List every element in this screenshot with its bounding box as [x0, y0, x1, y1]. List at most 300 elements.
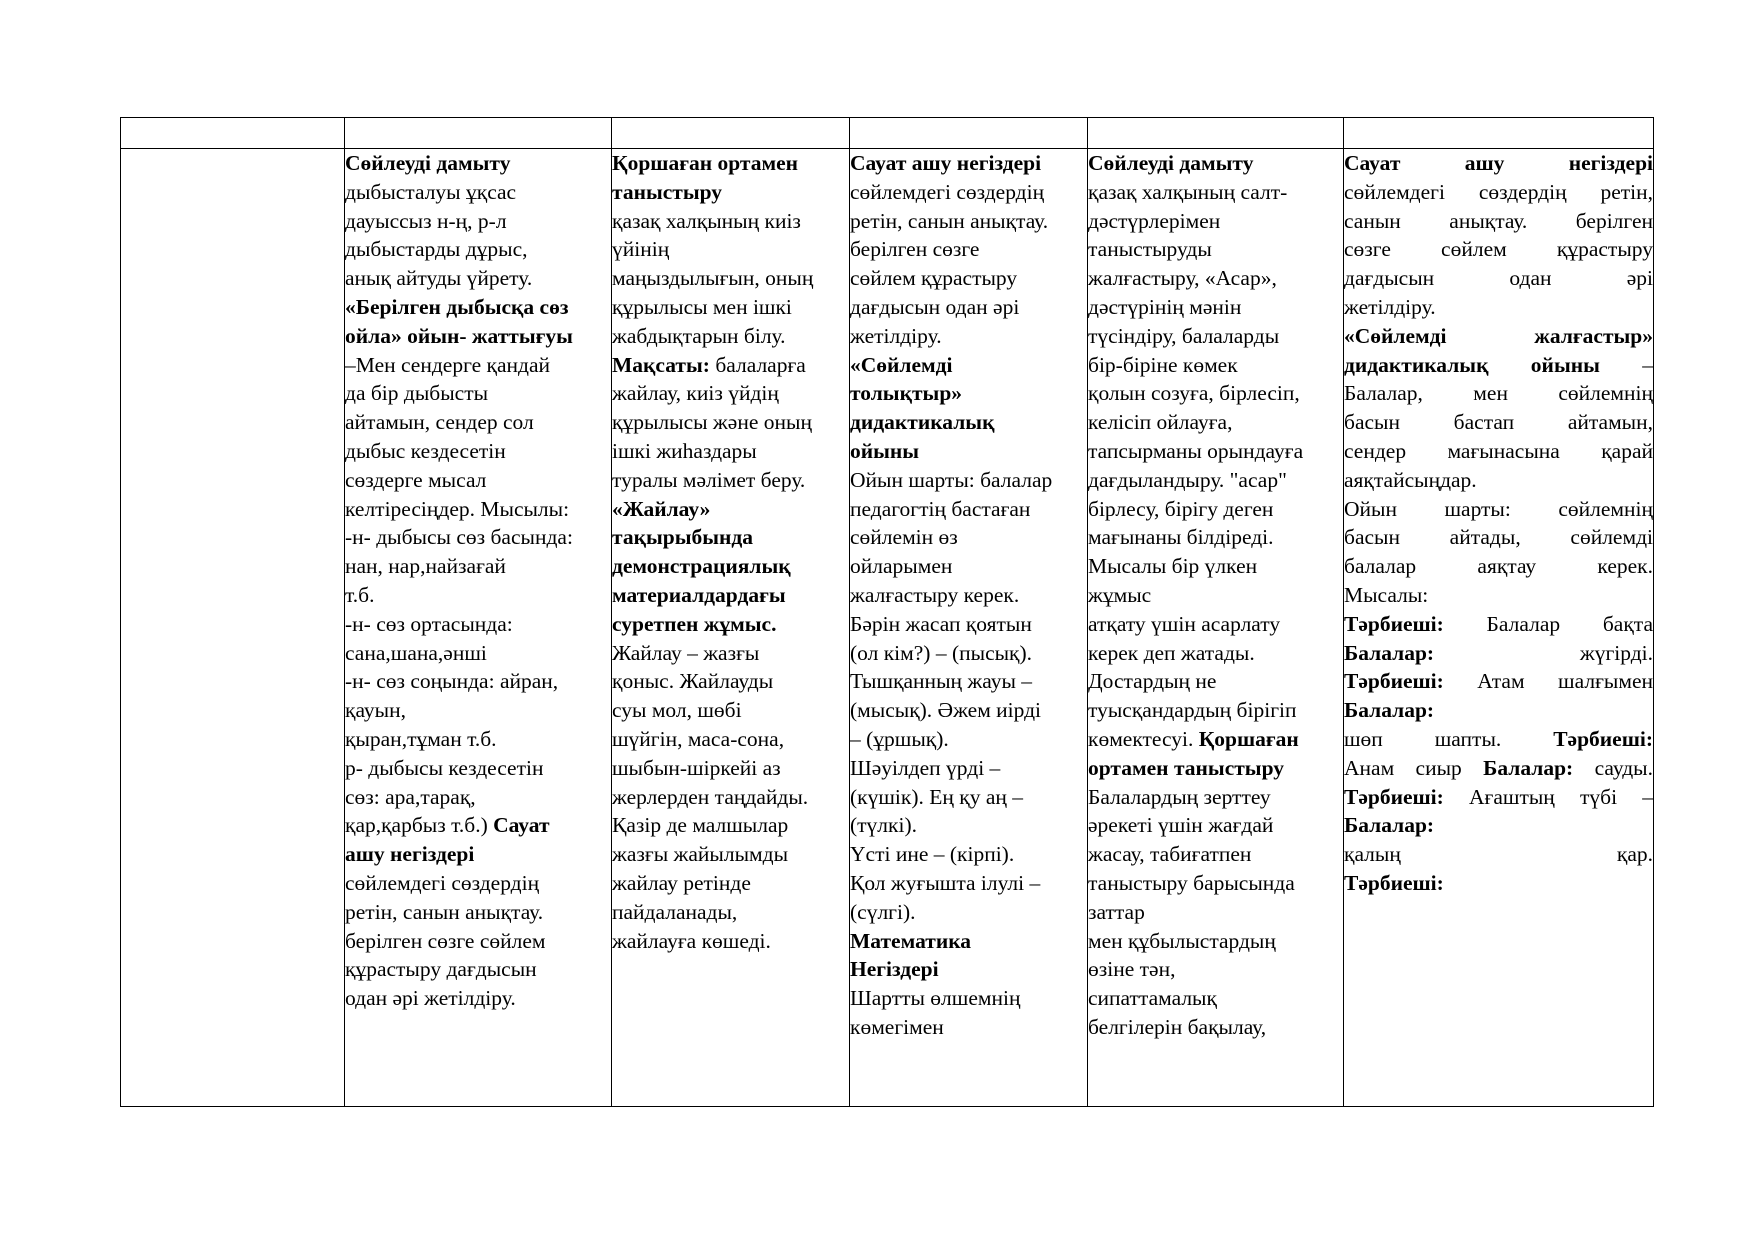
bold-text-run: демонстрациялық [612, 554, 791, 579]
text-run: мағынаны білдіреді. [1088, 525, 1274, 550]
text-line [1344, 207, 1653, 236]
text-run: келтіресіңдер. Мысылы: [345, 496, 570, 521]
bold-text-run: Математика [850, 928, 972, 953]
text-run: берілген сөзге [850, 237, 980, 262]
text-run: жалғастыру, «Асар», [1088, 266, 1277, 291]
text-line [612, 235, 849, 264]
text-line [850, 898, 1087, 927]
text-run: дауыссыз н-ң, р-л [345, 208, 507, 233]
text-line [850, 725, 1087, 754]
text-line [1344, 840, 1653, 869]
text-line [850, 955, 1087, 984]
text-line [612, 581, 849, 610]
text-run: қолын созуға, бірлесіп, [1088, 381, 1300, 406]
text-line [612, 639, 849, 668]
text-line [345, 754, 611, 783]
text-run: сауды. [1573, 755, 1653, 780]
text-run: басын айтады, сөйлемді [1344, 525, 1653, 550]
bold-text-run: суретпен жұмыс. [612, 611, 777, 636]
bold-text-run: Қоршаған ортамен [612, 151, 799, 175]
text-run: суы мол, шөбі [612, 698, 742, 723]
text-line [1344, 696, 1653, 725]
text-line [850, 207, 1087, 236]
text-line [1344, 466, 1653, 495]
text-line [1088, 581, 1343, 610]
text-run: ойларымен [850, 554, 953, 579]
bold-text-run: дидактикалық ойыны [1344, 352, 1600, 377]
text-run: қазақ халқының киіз [612, 208, 801, 233]
text-run: атқату үшін асарлату [1088, 611, 1281, 636]
text-line [1344, 178, 1653, 207]
text-run: ретін, санын анықтау. [345, 899, 544, 924]
text-line [345, 379, 611, 408]
text-line [612, 754, 849, 783]
text-run: (сүлгі). [850, 899, 916, 924]
text-line [850, 811, 1087, 840]
text-line [345, 811, 611, 840]
text-run: Шәуілдеп үрді – [850, 755, 1001, 780]
text-run: қар,қарбыз т.б.) [345, 813, 494, 838]
text-line [1088, 351, 1343, 380]
text-line [612, 322, 849, 351]
text-line [850, 639, 1087, 668]
text-line [345, 667, 611, 696]
bold-text-run: Балалар: [1344, 640, 1435, 665]
text-line [850, 754, 1087, 783]
bold-text-run: дидактикалық [850, 410, 995, 435]
text-run: – [1599, 352, 1653, 377]
bold-text-run: Балалар: [1344, 698, 1435, 723]
text-run: белгілерін бақылау, [1088, 1014, 1267, 1039]
text-line [1088, 667, 1343, 696]
header-cell-2 [612, 118, 850, 149]
text-line [850, 783, 1087, 812]
text-line [1344, 754, 1653, 783]
header-cell-3 [850, 118, 1088, 149]
text-line [1088, 322, 1343, 351]
bold-text-run: Тәрбиеші: [1344, 669, 1444, 694]
text-run: дәстүрлерімен [1088, 208, 1221, 233]
text-line [1344, 783, 1653, 812]
text-run: қауын, [345, 698, 406, 723]
text-line [612, 293, 849, 322]
text-line [612, 495, 849, 524]
text-run: керек деп жатады. [1088, 640, 1255, 665]
bold-text-run: «Жайлау» [612, 496, 711, 521]
environment-cell [612, 149, 850, 1107]
text-run: құрылысы мен ішкі [612, 294, 792, 319]
text-line [1344, 351, 1653, 380]
text-line [1088, 898, 1343, 927]
speech-development-traditions-cell [1088, 149, 1344, 1107]
text-run: жетілдіру. [1344, 294, 1436, 319]
text-run: жетілдіру. [850, 323, 942, 348]
text-run: дәстүрінің мәнін [1088, 294, 1242, 319]
text-line [345, 264, 611, 293]
text-run: таныстыру барысында [1088, 870, 1295, 895]
text-run: сөйлемдегі сөздердің ретін, [1344, 179, 1653, 204]
text-line [850, 984, 1087, 1013]
text-line [850, 610, 1087, 639]
text-run: дағдысын одан әрі [1344, 266, 1653, 291]
text-line [1088, 207, 1343, 236]
text-line [612, 840, 849, 869]
bold-text-run: Сөйлеуді дамыту [1088, 151, 1254, 175]
text-line [345, 552, 611, 581]
bold-text-run: Негіздері [850, 957, 939, 982]
text-run: сөздерге мысал [345, 467, 487, 492]
text-line [345, 293, 611, 322]
text-line [1344, 811, 1653, 840]
text-line [1088, 178, 1343, 207]
text-run: Мысалы: [1344, 582, 1429, 607]
text-line [1344, 235, 1653, 264]
text-run: Бәрін жасап қоятын [850, 611, 1032, 636]
text-line [850, 869, 1087, 898]
text-run: Мысалы бір үлкен [1088, 554, 1258, 579]
text-line [345, 495, 611, 524]
text-line [1088, 696, 1343, 725]
bold-text-run: ойыны [850, 438, 920, 463]
text-run: педагогтің бастаған [850, 496, 1031, 521]
bold-text-run: Тәрбиеші: [1553, 726, 1653, 751]
header-cell-4 [1088, 118, 1344, 149]
text-line [612, 898, 849, 927]
text-line [612, 408, 849, 437]
text-run: туралы мәлімет беру. [612, 467, 806, 492]
text-run: сөйлемдегі сөздердің [850, 179, 1045, 204]
text-line [345, 869, 611, 898]
text-line [1344, 495, 1653, 524]
text-run: Ойын шарты: балалар [850, 467, 1053, 492]
text-run: аяқтайсыңдар. [1344, 467, 1477, 492]
text-line [612, 437, 849, 466]
text-run: қоныс. Жайлауды [612, 669, 774, 694]
text-line [612, 264, 849, 293]
lesson-plan-table [120, 117, 1654, 1107]
text-line [1088, 495, 1343, 524]
text-line [345, 639, 611, 668]
bold-text-run: ашу негіздері [345, 842, 475, 867]
text-line [850, 178, 1087, 207]
text-line [1088, 437, 1343, 466]
text-run: одан әрі жетілдіру. [345, 986, 516, 1011]
text-line [345, 783, 611, 812]
text-run: (түлкі). [850, 813, 917, 838]
text-line [612, 207, 849, 236]
text-line [612, 811, 849, 840]
text-line [612, 178, 849, 207]
text-line [1088, 264, 1343, 293]
header-cell-0 [121, 118, 345, 149]
text-line [1344, 725, 1653, 754]
text-line [1088, 1013, 1343, 1042]
text-run: дағдысын одан әрі [850, 294, 1020, 319]
text-run: қыран,тұман т.б. [345, 726, 497, 751]
text-run: Ойын шарты: сөйлемнің [1344, 496, 1653, 521]
table-header-row [121, 118, 1654, 149]
text-run: шыбын-шіркейі аз [612, 755, 781, 780]
text-line [345, 984, 611, 1013]
text-run: (күшік). Ең қу аң – [850, 784, 1023, 809]
bold-text-run: Тәрбиеші: [1344, 784, 1444, 809]
text-line [1344, 408, 1653, 437]
text-run: сөйлемін өз [850, 525, 958, 550]
text-line [1344, 264, 1653, 293]
text-run: (ол кім?) – (пысық). [850, 640, 1033, 665]
text-run: – (ұршық). [850, 726, 949, 751]
text-line [1344, 667, 1653, 696]
text-line [1088, 639, 1343, 668]
text-run: құрылысы және оның [612, 410, 812, 435]
bold-text-run: Тәрбиеші: [1344, 611, 1444, 636]
text-line [1088, 725, 1343, 754]
text-line [345, 581, 611, 610]
text-run: санын анықтау. берілген [1344, 208, 1653, 233]
text-run: шөп шапты. [1344, 726, 1554, 751]
text-run: сендер мағынасына қарай [1344, 438, 1653, 463]
text-run: жұмыс [1088, 582, 1152, 607]
text-run: -н- сөз ортасында: [345, 611, 513, 636]
text-run: мен құбылыстардың [1088, 928, 1276, 953]
text-run: таныстыруды [1088, 237, 1212, 262]
bold-text-run: материалдардағы [612, 582, 786, 607]
text-line [612, 149, 849, 178]
text-run: қазақ халқының салт- [1088, 179, 1288, 204]
text-line [1088, 811, 1343, 840]
text-run: Анам сиыр [1344, 755, 1484, 780]
header-cell-1 [345, 118, 612, 149]
text-run: Балалар бақта [1443, 611, 1653, 636]
text-line [612, 552, 849, 581]
text-run: көмегімен [850, 1014, 944, 1039]
bold-text-run: таныстыру [612, 179, 723, 204]
text-line [612, 523, 849, 552]
text-run: жасау, табиғатпен [1088, 842, 1252, 867]
text-line [345, 437, 611, 466]
text-line [1344, 149, 1653, 178]
bold-text-run: толықтыр» [850, 381, 963, 406]
speech-development-cell [345, 149, 612, 1107]
literacy-sentence-game-cell [1344, 149, 1654, 1107]
text-line [850, 437, 1087, 466]
text-run: келісіп ойлауға, [1088, 410, 1233, 435]
text-line [850, 581, 1087, 610]
text-line [345, 610, 611, 639]
text-line [850, 523, 1087, 552]
text-run: жайлау ретінде [612, 870, 751, 895]
text-run: дыбыс кездесетін [345, 438, 506, 463]
text-run: көмектесуі. [1088, 726, 1199, 751]
text-run: дағдыландыру. "асар" [1088, 467, 1287, 492]
text-line [1344, 322, 1653, 351]
text-run: туысқандардың бірігіп [1088, 698, 1297, 723]
text-run: Жайлау – жазғы [612, 640, 760, 665]
bold-text-run: ортамен таныстыру [1088, 755, 1285, 780]
text-run: жабдықтарын білу. [612, 323, 786, 348]
text-line [612, 725, 849, 754]
text-line [345, 322, 611, 351]
text-line [345, 207, 611, 236]
text-line [345, 696, 611, 725]
text-line [345, 149, 611, 178]
bold-text-run: ойла» ойын- жаттығуы [345, 323, 573, 348]
text-run: үйінің [612, 237, 670, 262]
text-run: т.б. [345, 582, 375, 607]
text-line [1344, 523, 1653, 552]
text-run: Қазір де малшылар [612, 813, 789, 838]
text-line [345, 408, 611, 437]
text-run: -н- дыбысы сөз басында: [345, 525, 573, 550]
bold-text-run: «Берілген дыбысқа сөз [345, 294, 569, 319]
empty-first-column-cell [121, 149, 345, 1107]
text-run: Шартты өлшемнің [850, 986, 1021, 1011]
text-run: басын бастап айтамын, [1344, 410, 1653, 435]
text-line [345, 955, 611, 984]
text-run: заттар [1088, 899, 1145, 924]
text-line [850, 840, 1087, 869]
text-run: Тышқанның жауы – [850, 669, 1033, 694]
bold-text-run: Сауат ашу негіздері [1344, 151, 1653, 175]
text-run: ішкі жиһаздары [612, 438, 757, 463]
bold-text-run: Сауат ашу негіздері [850, 151, 1042, 175]
text-line [1344, 379, 1653, 408]
text-line [1088, 293, 1343, 322]
text-run: сана,шана,әнші [345, 640, 487, 665]
text-line [612, 351, 849, 380]
text-line [612, 610, 849, 639]
literacy-basics-cell [850, 149, 1088, 1107]
text-run: бірлесу, бірігу деген [1088, 496, 1274, 521]
text-run: жайлауға көшеді. [612, 928, 771, 953]
text-line [850, 927, 1087, 956]
text-line [1088, 984, 1343, 1013]
text-line [850, 149, 1087, 178]
text-run: балаларға [715, 352, 806, 377]
text-line [1088, 869, 1343, 898]
text-run: сөйлем құрастыру [850, 266, 1018, 291]
text-run: ретін, санын анықтау. [850, 208, 1049, 233]
text-run: Атам шалғымен [1443, 669, 1653, 694]
text-line [850, 495, 1087, 524]
text-run: сөз: ара,тарақ, [345, 784, 476, 809]
text-line [345, 898, 611, 927]
text-line [612, 869, 849, 898]
text-run: анық айтуды үйрету. [345, 266, 533, 291]
text-line [1344, 437, 1653, 466]
text-line [345, 927, 611, 956]
text-line [850, 667, 1087, 696]
text-line [1344, 552, 1653, 581]
text-run: нан, нар,найзағай [345, 554, 506, 579]
text-line [1088, 840, 1343, 869]
text-run: р- дыбысы кездесетін [345, 755, 544, 780]
text-run: дыбыстарды дұрыс, [345, 237, 528, 262]
bold-text-run: тақырыбында [612, 525, 754, 550]
text-run: жалғастыру керек. [850, 582, 1020, 607]
text-run: (мысық). Әжем иірді [850, 698, 1042, 723]
bold-text-run: Сөйлеуді дамыту [345, 151, 511, 175]
text-run: Балалардың зерттеу [1088, 784, 1271, 809]
text-line [1344, 869, 1653, 898]
text-line [1344, 610, 1653, 639]
text-run: сипаттамалық [1088, 986, 1217, 1011]
text-run: әрекеті үшін жағдай [1088, 813, 1274, 838]
text-run: дыбысталуы ұқсас [345, 179, 517, 204]
text-run: сөйлемдегі сөздердің [345, 870, 540, 895]
text-line [1344, 581, 1653, 610]
text-run: жерлерден таңдайды. [612, 784, 809, 809]
text-line [850, 696, 1087, 725]
bold-text-run: Қоршаған [1198, 726, 1299, 751]
text-line [1088, 379, 1343, 408]
text-line [612, 783, 849, 812]
text-run: Достардың не [1088, 669, 1217, 694]
text-line [345, 725, 611, 754]
text-run: жазғы жайылымды [612, 842, 789, 867]
text-run: қалың қар. [1344, 842, 1653, 867]
text-run: да бір дыбысты [345, 381, 489, 406]
header-cell-5 [1344, 118, 1654, 149]
text-line [850, 293, 1087, 322]
text-run: берілген сөзге сөйлем [345, 928, 546, 953]
text-line [1088, 783, 1343, 812]
text-run: жүгірді. [1434, 640, 1653, 665]
text-line [850, 408, 1087, 437]
text-line [345, 178, 611, 207]
text-run: балалар аяқтау керек. [1344, 554, 1653, 579]
text-line [1088, 552, 1343, 581]
text-line [345, 351, 611, 380]
text-line [850, 351, 1087, 380]
text-line [345, 523, 611, 552]
text-run: -н- сөз соңында: айран, [345, 669, 559, 694]
text-line [850, 379, 1087, 408]
text-run: айтамын, сендер сол [345, 410, 534, 435]
text-run: сөзге сөйлем құрастыру [1344, 237, 1653, 262]
text-run: бір-біріне көмек [1088, 352, 1238, 377]
text-run: Балалар, мен сөйлемнің [1344, 381, 1653, 406]
text-run: –Мен сендерге қандай [345, 352, 551, 377]
bold-text-run: «Сөйлемді [850, 352, 953, 377]
bold-text-run: Балалар: [1483, 755, 1574, 780]
text-run: пайдаланады, [612, 899, 738, 924]
text-run: жайлау, киіз үйдің [612, 381, 779, 406]
text-run: шүйгін, маса-сона, [612, 726, 785, 751]
text-line [850, 1013, 1087, 1042]
bold-text-run: Балалар: [1344, 813, 1435, 838]
text-line [1088, 754, 1343, 783]
text-line [1344, 639, 1653, 668]
text-line [850, 264, 1087, 293]
text-run: құрастыру дағдысын [345, 957, 537, 982]
text-line [1344, 293, 1653, 322]
text-line [1088, 149, 1343, 178]
bold-text-run: Мақсаты: [612, 352, 716, 377]
text-run: тапсырманы орындауға [1088, 438, 1304, 463]
text-line [850, 235, 1087, 264]
text-line [345, 466, 611, 495]
text-run: Үсті ине – (кірпі). [850, 842, 1015, 867]
bold-text-run: Сауат [493, 813, 550, 838]
text-run: Қол жуғышта ілулі – [850, 870, 1041, 895]
text-line [850, 552, 1087, 581]
text-run: түсіндіру, балаларды [1088, 323, 1280, 348]
text-line [1088, 955, 1343, 984]
text-line [1088, 235, 1343, 264]
text-run: Ағаштың түбі – [1443, 784, 1653, 809]
text-line [1088, 523, 1343, 552]
